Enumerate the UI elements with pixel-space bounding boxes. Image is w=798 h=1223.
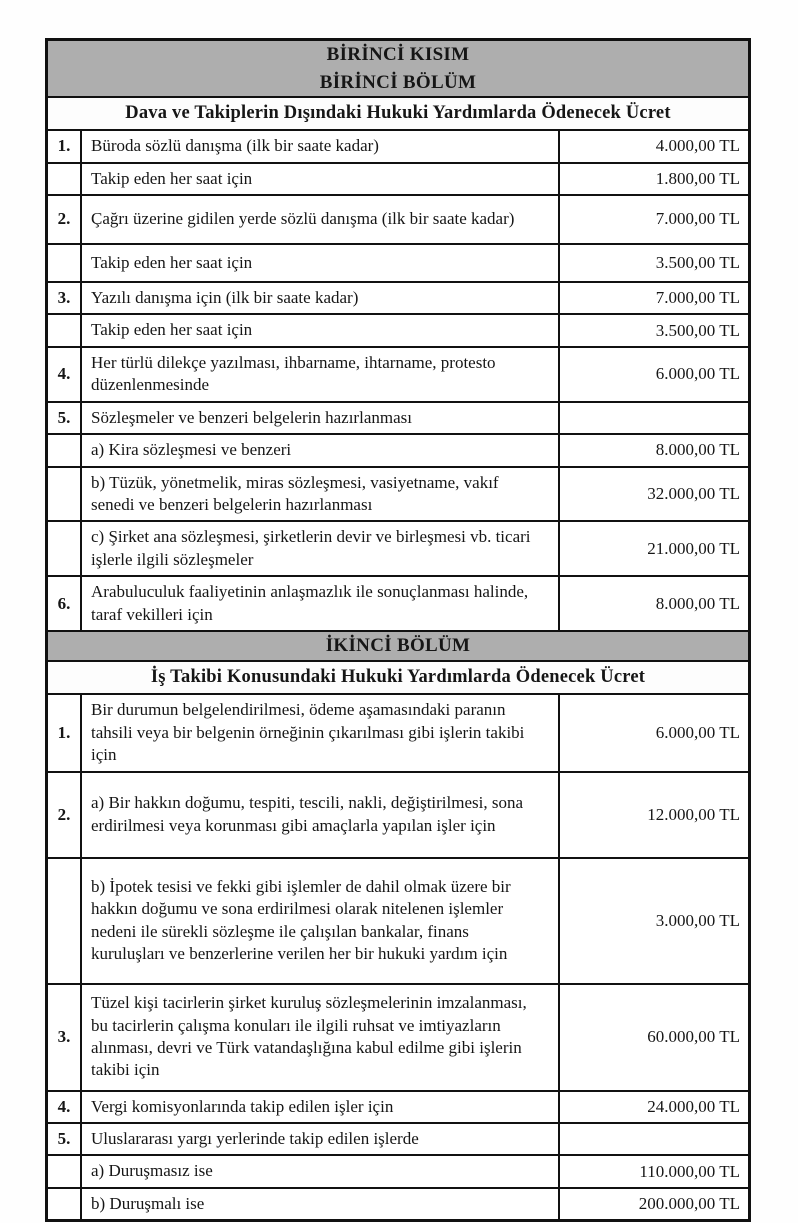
- fee-row-number: [48, 435, 82, 465]
- section-subtitle: Dava ve Takiplerin Dışındaki Hukuki Yardımlarda Ödenecek Ücret: [48, 98, 748, 131]
- fee-row-description: b) İpotek tesisi ve fekki gibi işlemler de dahil olmak üzere bir hakkın doğumu ve sona erdirilmesi olarak nitelenen işlemler nedeni ile sürekli sözleşme ile çalışılan bankalar, finans kuruluşları ve benzerlerine verilen her bir hukuki yardım için: [82, 859, 560, 983]
- fee-row-amount: 24.000,00 TL: [647, 1096, 740, 1116]
- fee-row-number: [48, 859, 82, 983]
- fee-row-number: 5.: [48, 403, 82, 433]
- fee-row: [48, 403, 748, 435]
- fee-row-number: [48, 245, 82, 281]
- fee-row-amount: 3.500,00 TL: [655, 252, 740, 272]
- section-header: [48, 632, 748, 662]
- fee-row-description: a) Duruşmasız ise: [82, 1156, 560, 1186]
- fee-row: [48, 985, 748, 1092]
- fee-row-description: b) Tüzük, yönetmelik, miras sözleşmesi, vasiyetname, vakıf senedi ve benzeri belgelerin hazırlanması: [82, 468, 560, 521]
- fee-row-number: 4.: [48, 1092, 82, 1122]
- section-header-line: İKİNCİ BÖLÜM: [325, 635, 471, 657]
- fee-row-amount: 12.000,00 TL: [647, 804, 740, 824]
- fee-row-amount: 4.000,00 TL: [655, 136, 740, 156]
- fee-row-number: [48, 1156, 82, 1186]
- fee-row-amount: 7.000,00 TL: [655, 209, 740, 229]
- fee-row: [48, 577, 748, 632]
- fee-row-number: 2.: [48, 196, 82, 243]
- section-subtitle: İş Takibi Konusundaki Hukuki Yardımlarda Ödenecek Ücret: [48, 662, 748, 695]
- fee-row-amount: 6.000,00 TL: [655, 364, 740, 384]
- fee-row-number: 3.: [48, 985, 82, 1090]
- fee-row-description: Çağrı üzerine gidilen yerde sözlü danışma (ilk bir saate kadar): [82, 196, 560, 243]
- fee-row-description: Takip eden her saat için: [82, 245, 560, 281]
- fee-row-number: 5.: [48, 1124, 82, 1154]
- fee-row-amount: 7.000,00 TL: [655, 288, 740, 308]
- fee-row-number: 2.: [48, 773, 82, 857]
- fee-row-description: Vergi komisyonlarında takip edilen işler için: [82, 1092, 560, 1122]
- fee-row-amount: 6.000,00 TL: [655, 722, 740, 742]
- fee-row-description: Arabuluculuk faaliyetinin anlaşmazlık ile sonuçlanması halinde, taraf vekilleri için: [82, 577, 560, 630]
- fee-row: [48, 773, 748, 859]
- fee-row-description: Büroda sözlü danışma (ilk bir saate kadar): [82, 131, 560, 161]
- fee-row-description: Tüzel kişi tacirlerin şirket kuruluş sözleşmelerinin imzalanması, bu tacirlerin çalışma konuları ile ilgili ruhsat ve imtiyazların alınması, devri ve Türk vatandaşlığına kabul edilme gibi işlerin takibi için: [82, 985, 560, 1090]
- fee-row: [48, 1156, 748, 1188]
- fee-row-description: Her türlü dilekçe yazılması, ihbarname, ihtarname, protesto düzenlenmesinde: [82, 348, 560, 401]
- fee-row-amount: 3.000,00 TL: [655, 910, 740, 930]
- fee-row-amount: [560, 1124, 748, 1154]
- fee-row-description: Sözleşmeler ve benzeri belgelerin hazırlanması: [82, 403, 560, 433]
- fee-row: [48, 1092, 748, 1124]
- fee-row-number: [48, 468, 82, 521]
- fee-row-number: [48, 164, 82, 194]
- fee-row-amount: [560, 403, 748, 433]
- fee-row-number: [48, 522, 82, 575]
- fee-row-number: 6.: [48, 577, 82, 630]
- fee-row-description: b) Duruşmalı ise: [82, 1189, 560, 1219]
- fee-row-number: [48, 1189, 82, 1219]
- fee-row-amount: 200.000,00 TL: [638, 1194, 740, 1214]
- fee-row-amount: 60.000,00 TL: [647, 1027, 740, 1047]
- fee-row: [48, 164, 748, 196]
- fee-row: [48, 695, 748, 772]
- section-header: [48, 41, 748, 98]
- fee-table: [45, 38, 751, 1222]
- fee-row-amount: 110.000,00 TL: [639, 1161, 740, 1181]
- fee-row: [48, 522, 748, 577]
- fee-row: [48, 1189, 748, 1219]
- fee-row-number: 4.: [48, 348, 82, 401]
- fee-row-description: Takip eden her saat için: [82, 315, 560, 345]
- fee-row: [48, 859, 748, 985]
- section-header-line: BİRİNCİ BÖLÜM: [319, 71, 477, 93]
- fee-row-description: Bir durumun belgelendirilmesi, ödeme aşamasındaki paranın tahsili veya bir belgenin örneğinin çıkarılması gibi işlerin takibi için: [82, 695, 560, 770]
- fee-row-description: Takip eden her saat için: [82, 164, 560, 194]
- fee-row: [48, 283, 748, 315]
- fee-row: [48, 468, 748, 523]
- fee-row: [48, 1124, 748, 1156]
- section-header-line: BİRİNCİ KISIM: [326, 44, 470, 65]
- fee-row: [48, 348, 748, 403]
- fee-row-number: 3.: [48, 283, 82, 313]
- fee-row-number: 1.: [48, 131, 82, 161]
- fee-row-description: Yazılı danışma için (ilk bir saate kadar): [82, 283, 560, 313]
- fee-row-amount: 8.000,00 TL: [655, 440, 740, 460]
- fee-row-description: a) Kira sözleşmesi ve benzeri: [82, 435, 560, 465]
- fee-row-number: [48, 315, 82, 345]
- fee-row-description: Uluslararası yargı yerlerinde takip edilen işlerde: [82, 1124, 560, 1154]
- fee-row-description: a) Bir hakkın doğumu, tespiti, tescili, nakli, değiştirilmesi, sona erdirilmesi veya korunması gibi amaçlarla yapılan işler için: [82, 773, 560, 857]
- fee-row: [48, 245, 748, 283]
- fee-row: [48, 131, 748, 163]
- fee-row: [48, 435, 748, 467]
- fee-row-amount: 1.800,00 TL: [655, 168, 740, 188]
- fee-row: [48, 315, 748, 347]
- fee-row-amount: 32.000,00 TL: [647, 484, 740, 504]
- fee-row-amount: 3.500,00 TL: [655, 320, 740, 340]
- fee-row: [48, 196, 748, 245]
- fee-row-description: c) Şirket ana sözleşmesi, şirketlerin devir ve birleşmesi vb. ticari işlerle ilgili sözleşmeler: [82, 522, 560, 575]
- fee-row-amount: 21.000,00 TL: [647, 538, 740, 558]
- fee-row-number: 1.: [48, 695, 82, 770]
- fee-row-amount: 8.000,00 TL: [655, 593, 740, 613]
